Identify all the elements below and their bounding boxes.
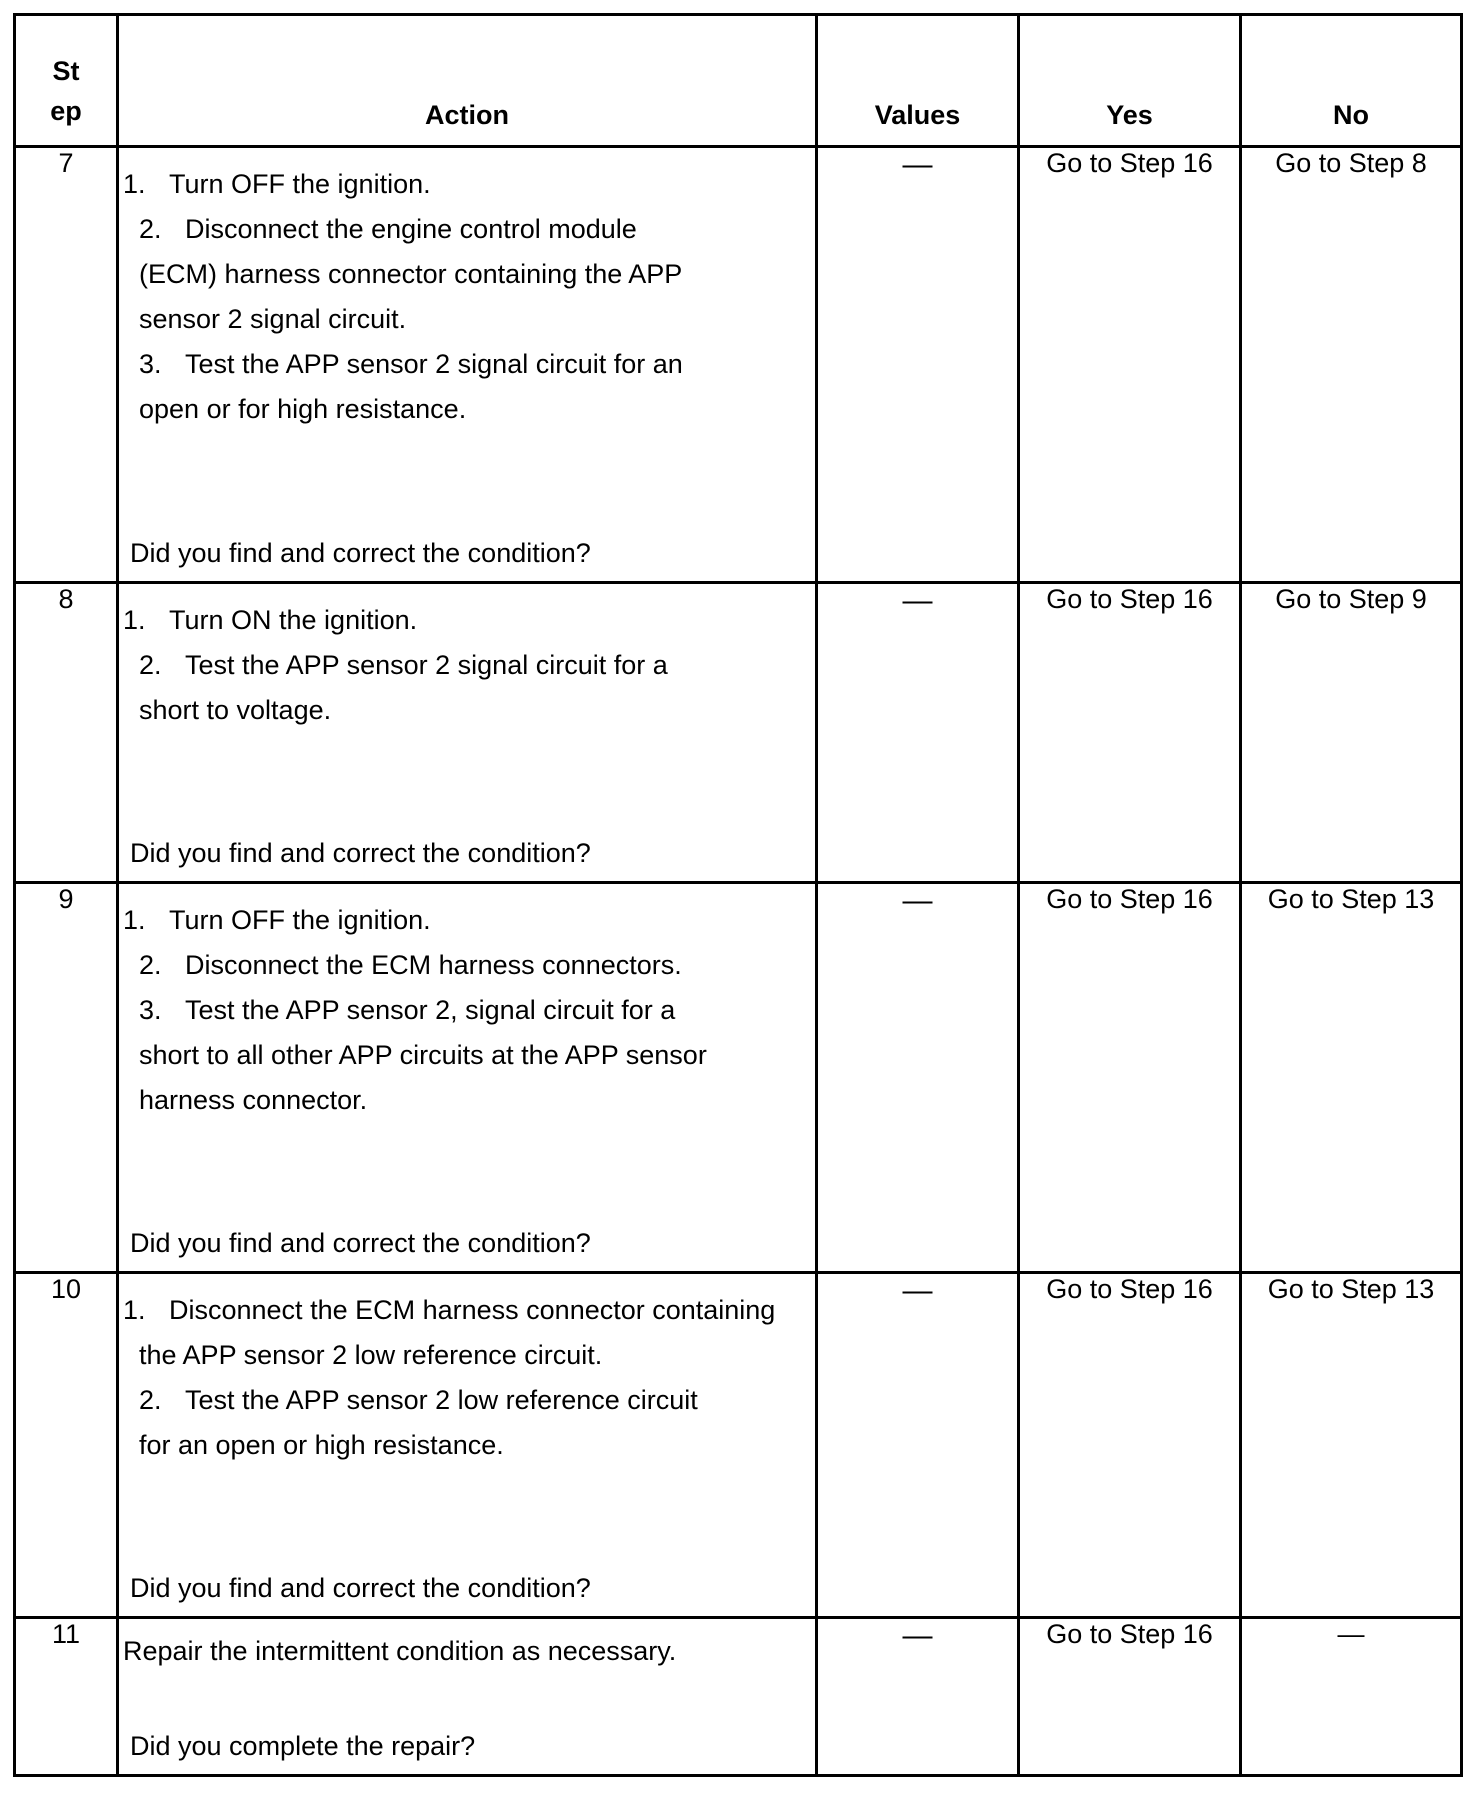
action-question: Did you find and correct the condition? [130, 1573, 591, 1603]
action-line [119, 688, 815, 733]
yes-cell: Go to Step 16 [1019, 1273, 1241, 1618]
action-question: Did you find and correct the condition? [130, 538, 591, 568]
action-line [119, 1378, 815, 1423]
action-line [119, 342, 815, 387]
step-number: 7 [15, 147, 118, 583]
values-cell [817, 147, 1019, 583]
action-line [119, 1033, 815, 1078]
header-step-line2: ep [50, 96, 82, 126]
action-text: harness connector. [139, 1085, 368, 1115]
action-line [119, 1288, 815, 1333]
action-text: Test the APP sensor 2 signal circuit for a [185, 650, 668, 680]
step-index: 1. [123, 169, 146, 199]
action-text: Disconnect the ECM harness connector containing [169, 1295, 776, 1325]
action-text: Repair the intermittent condition as necessary. [123, 1636, 677, 1666]
values-dash: — [902, 148, 933, 181]
action-question: Did you find and correct the condition? [130, 1228, 591, 1258]
header-step-line1: St [52, 56, 80, 86]
step-index: 1. [123, 905, 146, 935]
step-index: 2. [139, 650, 162, 680]
action-text: Disconnect the ECM harness connectors. [185, 950, 682, 980]
action-cell [118, 147, 817, 583]
action-line [119, 387, 815, 432]
table-row [15, 147, 1462, 583]
table-row [15, 1273, 1462, 1618]
action-line [119, 1423, 815, 1468]
action-steps [119, 584, 815, 733]
action-text: Turn ON the ignition. [169, 605, 418, 635]
step-number: 11 [15, 1618, 118, 1776]
action-line [119, 162, 815, 207]
action-cell [118, 583, 817, 883]
header-action: Action [118, 15, 817, 147]
action-text: Test the APP sensor 2, signal circuit for a [185, 995, 676, 1025]
action-text: short to all other APP circuits at the APP sensor [139, 1040, 707, 1070]
action-cell [118, 1273, 817, 1618]
header-row [15, 15, 1462, 147]
header-yes: Yes [1019, 15, 1241, 147]
action-line [119, 1333, 815, 1378]
action-line [119, 643, 815, 688]
step-index: 2. [139, 1385, 162, 1415]
values-cell [817, 1618, 1019, 1776]
action-steps [119, 148, 815, 432]
action-text: the APP sensor 2 low reference circuit. [139, 1340, 603, 1370]
action-text: open or for high resistance. [139, 394, 467, 424]
values-dash: — [902, 1274, 933, 1307]
step-number: 8 [15, 583, 118, 883]
action-line [119, 898, 815, 943]
yes-cell: Go to Step 16 [1019, 883, 1241, 1273]
step-number: 9 [15, 883, 118, 1273]
no-cell: Go to Step 13 [1241, 1273, 1462, 1618]
step-index: 2. [139, 214, 162, 244]
action-steps [119, 1619, 815, 1674]
values-cell [817, 883, 1019, 1273]
action-text: Turn OFF the ignition. [169, 905, 431, 935]
no-cell: Go to Step 9 [1241, 583, 1462, 883]
action-question: Did you find and correct the condition? [130, 838, 591, 868]
action-question: Did you complete the repair? [130, 1731, 476, 1761]
action-line [119, 943, 815, 988]
action-steps [119, 1274, 815, 1468]
action-text: sensor 2 signal circuit. [139, 304, 407, 334]
action-steps [119, 884, 815, 1123]
action-line [119, 988, 815, 1033]
step-index: 2. [139, 950, 162, 980]
action-text: for an open or high resistance. [139, 1430, 504, 1460]
header-no: No [1241, 15, 1462, 147]
step-index: 3. [139, 349, 162, 379]
yes-cell: Go to Step 16 [1019, 1618, 1241, 1776]
action-text: Turn OFF the ignition. [169, 169, 431, 199]
header-values: Values [817, 15, 1019, 147]
action-line [119, 1629, 815, 1674]
table-row [15, 1618, 1462, 1776]
values-dash: — [902, 584, 933, 617]
values-cell [817, 583, 1019, 883]
diagnostic-table [13, 13, 1463, 1777]
action-text: Test the APP sensor 2 signal circuit for an [185, 349, 683, 379]
action-line [119, 252, 815, 297]
no-cell: — [1241, 1618, 1462, 1776]
yes-cell: Go to Step 16 [1019, 147, 1241, 583]
values-cell [817, 1273, 1019, 1618]
action-text: (ECM) harness connector containing the APP [139, 259, 683, 289]
no-cell: Go to Step 8 [1241, 147, 1462, 583]
table-row [15, 583, 1462, 883]
step-number: 10 [15, 1273, 118, 1618]
table-row [15, 883, 1462, 1273]
values-dash: — [902, 884, 933, 917]
values-dash: — [902, 1619, 933, 1652]
action-cell [118, 1618, 817, 1776]
yes-cell: Go to Step 16 [1019, 583, 1241, 883]
action-cell [118, 883, 817, 1273]
step-index: 3. [139, 995, 162, 1025]
step-index: 1. [123, 605, 146, 635]
action-line [119, 207, 815, 252]
action-line [119, 297, 815, 342]
action-text: Disconnect the engine control module [185, 214, 637, 244]
action-line [119, 598, 815, 643]
header-step [15, 15, 118, 147]
no-cell: Go to Step 13 [1241, 883, 1462, 1273]
step-index: 1. [123, 1295, 146, 1325]
action-text: short to voltage. [139, 695, 332, 725]
action-line [119, 1078, 815, 1123]
action-text: Test the APP sensor 2 low reference circuit [185, 1385, 698, 1415]
